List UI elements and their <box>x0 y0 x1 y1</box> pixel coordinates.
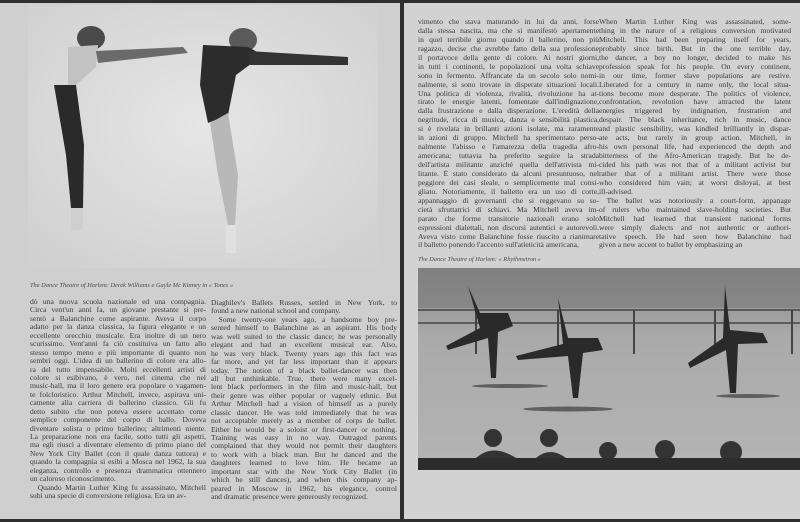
text-line: Quando Martin Luther King fu assassinato, Mitchell <box>30 483 206 492</box>
text-line: Aveva visto come Balanchine fosse riuscito a rianimare <box>418 232 599 241</box>
text-line: ill-advised. <box>599 187 633 196</box>
text-line: Mitchell had learned that transient national forms <box>599 214 791 223</box>
text-line: were simply dialects and not authentic or authori- <box>599 223 791 232</box>
text-line: Training was easy in no way. Outraged parents <box>211 434 397 442</box>
text-line: si è rivelata in brillanti azioni isolate, ma raramente <box>418 125 599 134</box>
text-line: Either he would be a soloist or first-dancer or nothing. <box>211 425 397 434</box>
text-line: sented himself to Balanchine as an aspirant. His body <box>211 324 397 333</box>
text-line: tative speech. He had seen how Balanchine had <box>599 232 791 241</box>
text-line: tions become more desperate. The politics of violence, <box>599 89 791 98</box>
right-page <box>404 3 800 519</box>
text-line: not acceptable merely as a member of corps de ballet. <box>211 417 397 426</box>
text-line: was well suited to the classic dance; he was personally <box>211 332 397 341</box>
left-page <box>0 3 400 519</box>
text-line: colore si esibivano, è vero, nel cinema che nel <box>30 373 206 382</box>
text-line: thing in the nature of a religious conversion motivated <box>599 26 791 35</box>
text-line: dò una nuova scuola nazionale ed una compagnia. <box>30 298 206 306</box>
text-line: eccellente orecchio musicale. Era inoltre di un nero <box>30 331 206 340</box>
text-line: confrontation, revolution have attracted the latent <box>599 98 791 107</box>
photo-caption-left: The Dance Theatre of Harlem: Derek Williams e Gayle Mc Kinney in « Tones » <box>30 282 234 289</box>
rehearsal-illustration <box>418 268 800 470</box>
text-line: lent black performers in the film and music-hall, but <box>211 383 397 392</box>
text-line: semplice componente del corpo di ballo. Doveva <box>30 416 206 425</box>
text-line: sono in fermento. Affrancate da un secolo solo nomi- <box>418 71 599 80</box>
text-line: litante. È stato considerato da alcuni presuntuoso, nel <box>418 169 599 178</box>
text-line: camente alla carriera di ballerino classico. Gli fu <box>30 399 206 408</box>
text-line: Circa vent'un anni fa, un giovane prestante si pre- <box>30 306 206 315</box>
text-line: sembri oggi. L'idea di un ballerino di colore era allo- <box>30 357 206 366</box>
text-line: dalla frustrazione e dalla disperazione. L'eredità della <box>418 107 599 116</box>
text-line: stesso tempo meno e più importante di quanto non <box>30 348 206 357</box>
text-line: When Martin Luther King was assassinated, some- <box>599 18 791 26</box>
text-line: of rulers who maintained slave-holding societies. But <box>599 205 791 214</box>
text-line: all but unthinkable. True, there were many excel- <box>211 374 397 383</box>
photo-caption-right: The Dance Theatre of Harlem: « Rhythmetron » <box>418 256 541 263</box>
text-line: bitterness of the Afro-American tragedy. But he de- <box>599 152 791 161</box>
text-line: negritude, ricca di musica, danza e sensibilità plastica, <box>418 116 599 125</box>
text-line: given a new accent to ballet by emphasizing an <box>599 241 743 250</box>
text-line: Una politica di violenza, rivalità, rivoluzione ha at- <box>418 89 599 98</box>
text-line: today. The notion of a black ballet-dancer was then <box>211 366 397 375</box>
text-line: profession speak for his people. On every continent, <box>599 62 791 71</box>
text-line: elegant and had an excellent musical ear. Also, <box>211 341 397 350</box>
text-line: nalmente, si sono trovate in disperate situazioni locali. <box>418 80 599 89</box>
dancers-illustration <box>28 5 378 268</box>
text-line: espressioni dialettali, non discorsi autentici e autorevoli. <box>418 223 599 232</box>
text-line: and plastic sensibility, was kindled brilliantly in dispar- <box>599 125 791 134</box>
text-column-italian-left <box>30 298 206 501</box>
text-line: ragazzo, decise che avrebbe fatto della sua professione <box>418 44 599 53</box>
text-line: who considered him vain; at worst disloyal, at best <box>599 178 791 187</box>
text-line: te folcloristico. Arthur Mitchell, invece, aspirava uni- <box>30 390 206 399</box>
text-line: rather that of a militant artist. There were those <box>599 169 791 178</box>
text-line: New York City Ballet (con il quale danza tuttora) e <box>30 449 206 458</box>
text-line: un caloroso riconoscimento. <box>30 475 116 484</box>
text-line: The ballet was notoriously a court-form, appanage <box>599 196 791 205</box>
text-line: Arthur Mitchell had a vision of himself as a purely <box>211 400 397 409</box>
text-line: adatto per la danza classica, la figura elegante e un <box>30 323 206 332</box>
text-line: cietà sfruttatrici di schiavi. Ma Mitchell aveva im- <box>418 205 599 214</box>
text-line: eleganza, controllo e presenza drammatica ottennero <box>30 466 206 475</box>
text-line: in tutti i continenti, le popolazioni una volta schiave <box>418 62 599 71</box>
text-line: detto subito che non poteva essere accettato come <box>30 407 206 416</box>
text-line: appannaggio di governanti che si reggevano su so- <box>418 196 599 205</box>
text-line: ra del tutto impensabile. Molti eccellenti artisti di <box>30 365 206 374</box>
text-line: peared in Moscow in 1962, his elegance, control <box>211 484 397 493</box>
text-line: in quel terribile giorno quando il ballerino, non più <box>418 35 599 44</box>
text-line: dell'artista militante anziché quella dell'attivista mi- <box>418 161 599 169</box>
photo-dancers-tones <box>28 5 378 268</box>
text-line: il balletto ponendo l'accento sull'atleticità americana, <box>418 241 579 250</box>
text-line: scurissimo. Vent'anni fa ciò costituiva un fatto allo <box>30 340 206 349</box>
text-line: energies triggered by indignation, frustration and <box>599 107 791 116</box>
text-line: il portavoce della gente di colore. Ai nostri giorni, <box>418 53 599 62</box>
text-line: diventare solista o primo ballerino; altrimenti niente. <box>30 424 206 433</box>
text-column-english-right <box>599 18 791 250</box>
text-line: and dramatic presence were generously recognized. <box>211 493 368 502</box>
text-line: classic dancer. He was told immediately that he was <box>211 408 397 417</box>
text-line: dalla stessa nascita, ma che si manifestò apertamente <box>418 26 599 35</box>
text-line: which he still dances), and when this company ap- <box>211 476 397 485</box>
text-line: gliato. Notoriamente, il balletto era un uso di corte, <box>418 187 599 196</box>
text-line: he was very black. Twenty years ago this fact was <box>211 349 397 358</box>
text-line: Diaghilev's Ballets Russes, settled in New York, to <box>211 299 397 307</box>
text-line: far more, and yet far less important than it appears <box>211 358 397 367</box>
text-line: tirato le energie latenti, fomentate dall'indignazione, <box>418 98 599 107</box>
text-line: parato che forme transitorie nazionali erano solo <box>418 214 599 223</box>
text-line: Some twenty-one years ago, a handsome boy pre- <box>211 315 397 324</box>
text-column-english-left <box>211 299 397 502</box>
text-line: in our time, former slave populations are restive. <box>599 71 791 80</box>
text-line: Liberated for a century in name only, the local situa- <box>599 80 791 89</box>
text-line: music-hall, ma il loro genere era popolare o vagamen- <box>30 382 206 391</box>
text-line: found a new national school and company. <box>211 307 341 316</box>
text-line: sentò a Balanchine come aspirante. Aveva il corpo <box>30 314 206 323</box>
text-line: daughters learned to love him. He became an <box>211 459 397 468</box>
photo-dancers-rhythmetron <box>418 268 800 470</box>
text-line: cided his path was not that of a militant activist but <box>599 161 791 169</box>
text-line: vimento che stava maturando in lui da anni, forse <box>418 18 599 26</box>
text-line: despair. The black inheritance, rich in music, dance <box>599 116 791 125</box>
text-line: La preparazione non era facile, sotto tutti gli aspetti, <box>30 433 206 441</box>
text-line: probably since birth. But in the one terrible day, <box>599 44 791 53</box>
text-line: important star with the New York City Ballet (in <box>211 467 397 476</box>
text-line: complained that they would not permit their daughters <box>211 442 397 451</box>
text-line: to work with a black man. But he danced and the <box>211 450 397 459</box>
text-line: ate acts, but rarely in group action. Mitchell, in <box>599 134 791 143</box>
text-line: the dancer, a boy no longer, decided to make his <box>599 53 791 62</box>
text-line: ma egli riuscì a diventare elemento di primo piano del <box>30 441 206 450</box>
text-column-italian-right <box>418 18 599 250</box>
text-line: peggiore dei casi sleale, o semplicemente mal consi- <box>418 178 599 187</box>
text-line: americana; tuttavia ha preferito seguire la strada <box>418 152 599 161</box>
text-line: his own personal life, had experienced the depth and <box>599 143 791 152</box>
text-line: nalmente l'abisso e l'amarezza della tragedia afro- <box>418 143 599 152</box>
text-line: quando la compagnia si esibì a Mosca nel 1962, la sua <box>30 458 206 467</box>
text-line: subì una specie di conversione religiosa. Era un av- <box>30 492 187 501</box>
text-line: in azioni di gruppo. Mitchell ha sperimentato perso- <box>418 134 599 143</box>
text-line: their genre was either popular or vaguely ethnic. But <box>211 391 397 400</box>
text-line: Mitchell. This had been preparing itself for years, <box>599 35 791 44</box>
